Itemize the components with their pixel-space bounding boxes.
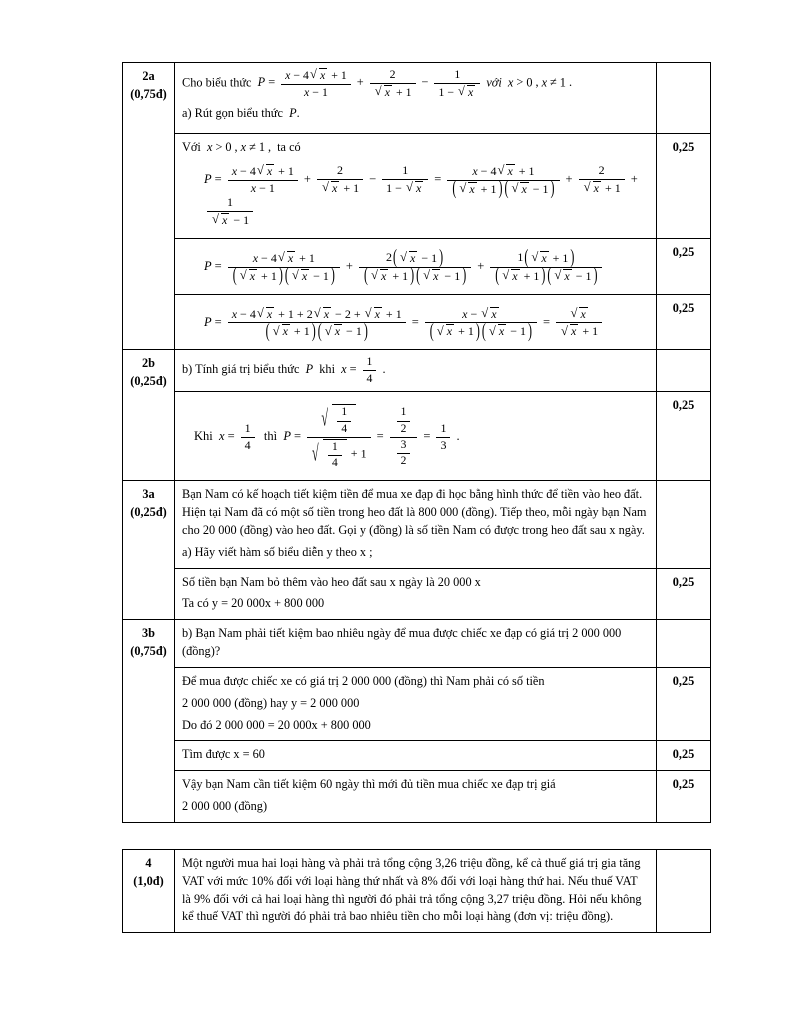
score-cell-4 bbox=[657, 849, 711, 932]
step-3b-1-line1: Để mua được chiếc xe có giá trị 2 000 000 (đồng) thì Nam phải có số tiền bbox=[182, 673, 545, 688]
table-row bbox=[123, 741, 711, 771]
step-3b-1-line2: 2 000 000 (đồng) hay y = 2 000 000 bbox=[182, 695, 360, 710]
step-3b-2-line1: Tìm được x = 60 bbox=[182, 747, 265, 762]
step-3b-1-line3: Do đó 2 000 000 = 20 000x + 800 000 bbox=[182, 717, 371, 732]
step-3a-line2: Ta có y = 20 000x + 800 000 bbox=[182, 596, 325, 611]
score-cell-2a bbox=[657, 63, 711, 134]
problem-2b-line: b) Tính giá trị biểu thức P khi x = $\frac{1}{4}$ . bbox=[182, 354, 386, 385]
row-index-4: 4 (1,0đ) bbox=[123, 849, 175, 932]
table-row bbox=[123, 392, 711, 481]
table-row bbox=[123, 568, 711, 620]
table-row bbox=[123, 350, 711, 392]
problem-3b-paragraph: b) Bạn Nam phải tiết kiệm bao nhiêu ngày để mua được chiếc xe đạp có giá trị 2 000 000 (đồng)? bbox=[182, 626, 622, 659]
cell-step-3b-3 bbox=[175, 771, 657, 823]
equation-2a-1: P = $\frac{x - 4 √ x + 1}{x - 1}$ + 2 √ x + 1 − $\frac{1}{1 - √ x}$ = x − 4 √ x + 1 ( √ x + 1 ) ( √ x − 1 ) + 2 √ x + 1 + 1 √ x − 1 bbox=[204, 164, 649, 228]
cell-problem-3a bbox=[175, 481, 657, 568]
score-cell-step-3b-2: 0,25 bbox=[657, 741, 711, 771]
answer-table-1 bbox=[122, 62, 710, 933]
table-row bbox=[123, 133, 711, 238]
problem-2a-subquestion: a) Rút gọn biểu thức P. bbox=[182, 106, 300, 121]
cell-problem-2a bbox=[175, 63, 657, 134]
cell-problem-4 bbox=[175, 849, 657, 932]
problem-3a-subquestion: a) Hãy viết hàm số biểu diễn y theo x ; bbox=[182, 544, 373, 559]
score-cell-step-2a-3: 0,25 bbox=[657, 294, 711, 350]
table-row bbox=[123, 771, 711, 823]
score-cell-3b bbox=[657, 620, 711, 668]
row-index-2b: 2b (0,25đ) bbox=[123, 350, 175, 481]
cell-step-2b-1 bbox=[175, 392, 657, 481]
cell-problem-2b bbox=[175, 350, 657, 392]
condition-2a: x > 0 , x ≠ 1 . bbox=[507, 75, 573, 90]
cell-step-3b-2 bbox=[175, 741, 657, 771]
score-cell-step-3b-3: 0,25 bbox=[657, 771, 711, 823]
score-cell-2b bbox=[657, 350, 711, 392]
step-2a-1-lead: Với x > 0 , x ≠ 1 , ta có bbox=[182, 139, 301, 154]
score-cell-step-2b-1: 0,25 bbox=[657, 392, 711, 481]
equation-2b-1: Khi x = $\frac{1}{4}$ thì P = √ $\frac{1}{4}$ √ $\frac{1}{4}$ + 1 = $\frac{\frac{1}{2}}{\frac{3}{2}}$ = $\frac{1}{3}$ . bbox=[194, 404, 649, 470]
row-index-3a: 3a (0,25đ) bbox=[123, 481, 175, 620]
table-row bbox=[123, 620, 711, 668]
grading-table-problem-4 bbox=[122, 849, 711, 933]
table-row bbox=[123, 239, 711, 295]
step-3b-3-line2: 2 000 000 (đồng) bbox=[182, 799, 268, 814]
table-row bbox=[123, 481, 711, 568]
score-cell-step-2a-2: 0,25 bbox=[657, 239, 711, 295]
score-cell-step-3a-1: 0,25 bbox=[657, 568, 711, 620]
problem-4-paragraph: Một người mua hai loại hàng và phải trả tổng cộng 3,26 triệu đồng, kể cả thuế giá trị gia tăng VAT với mức 10% đối với loại hàng thứ nhất và 8% đối với loại hàng thứ hai. Nếu thuế VAT là 9% đối với cả hai loại hàng thì người đó phải trả tổng cộng 3,27 triệu đồng. Hỏi nếu không kể thuế VAT thì người đó phải trả bao nhiêu tiền cho mỗi loại hàng (đơn vị: triệu đồng). bbox=[182, 855, 642, 924]
row-index-3b: 3b (0,75đ) bbox=[123, 620, 175, 823]
equation-2a-2: P = x − 4 √ x + 1 ( √ x + 1 ) ( √ x − 1 ) + 2 ( √ x − 1 ) ( √ x + 1 ) ( √ x − 1 ) + 1 ( √ x + 1 ) ( √ x + 1 ) ( √ x − 1 ) bbox=[204, 251, 649, 284]
cell-problem-3b bbox=[175, 620, 657, 668]
cell-step-2a-3 bbox=[175, 294, 657, 350]
table-row bbox=[123, 849, 711, 932]
score-cell-step-3b-1: 0,25 bbox=[657, 667, 711, 740]
grading-table-main bbox=[122, 62, 711, 823]
step-3a-line1: Số tiền bạn Nam bỏ thêm vào heo đất sau x ngày là 20 000 x bbox=[182, 574, 481, 589]
expression-P-definition: P = $\frac{x - 4 √ x + 1}{x - 1}$ + 2 √ x + 1 − $\frac{1}{1 - √ x}$ bbox=[255, 75, 487, 89]
score-cell-3a bbox=[657, 481, 711, 568]
cell-step-2a-2 bbox=[175, 239, 657, 295]
step-3b-3-line1: Vậy bạn Nam cần tiết kiệm 60 ngày thì mới đủ tiền mua chiếc xe đạp trị giá bbox=[182, 777, 556, 792]
row-index-2a: 2a (0,75đ) bbox=[123, 63, 175, 350]
score-cell-step-2a-1: 0,25 bbox=[657, 133, 711, 238]
cell-step-3a-1 bbox=[175, 568, 657, 620]
equation-2a-3: P = x − 4 √ x + 1 + 2 √ x − 2 + √ x + 1 ( √ x + 1 ) ( √ x − 1 ) = x − √ x ( √ x + 1 ) ( √ x − 1 ) = √ x √ x + 1 bbox=[204, 307, 649, 340]
table-row bbox=[123, 667, 711, 740]
cell-step-2a-1 bbox=[175, 133, 657, 238]
table-row bbox=[123, 63, 711, 134]
problem-3a-paragraph: Bạn Nam có kế hoạch tiết kiệm tiền để mua xe đạp đi học bằng hình thức để tiền vào heo đất. Hiện tại Nam đã có một số tiền trong heo đất là 800 000 (đồng). Tiếp theo, mỗi ngày bạn Nam cho 20 000 (đồng) vào heo đất. Gọi y (đồng) là số tiền Nam có được trong heo đất sau x ngày. bbox=[182, 487, 647, 537]
cell-step-3b-1 bbox=[175, 667, 657, 740]
problem-2a-line1: Cho biểu thức P = $\frac{x - 4 √ x + 1}{x - 1}$ + 2 √ x + 1 − $\frac{1}{1 - √ x}$ với x > 0 , x ≠ 1 . bbox=[182, 68, 649, 99]
table-row bbox=[123, 294, 711, 350]
